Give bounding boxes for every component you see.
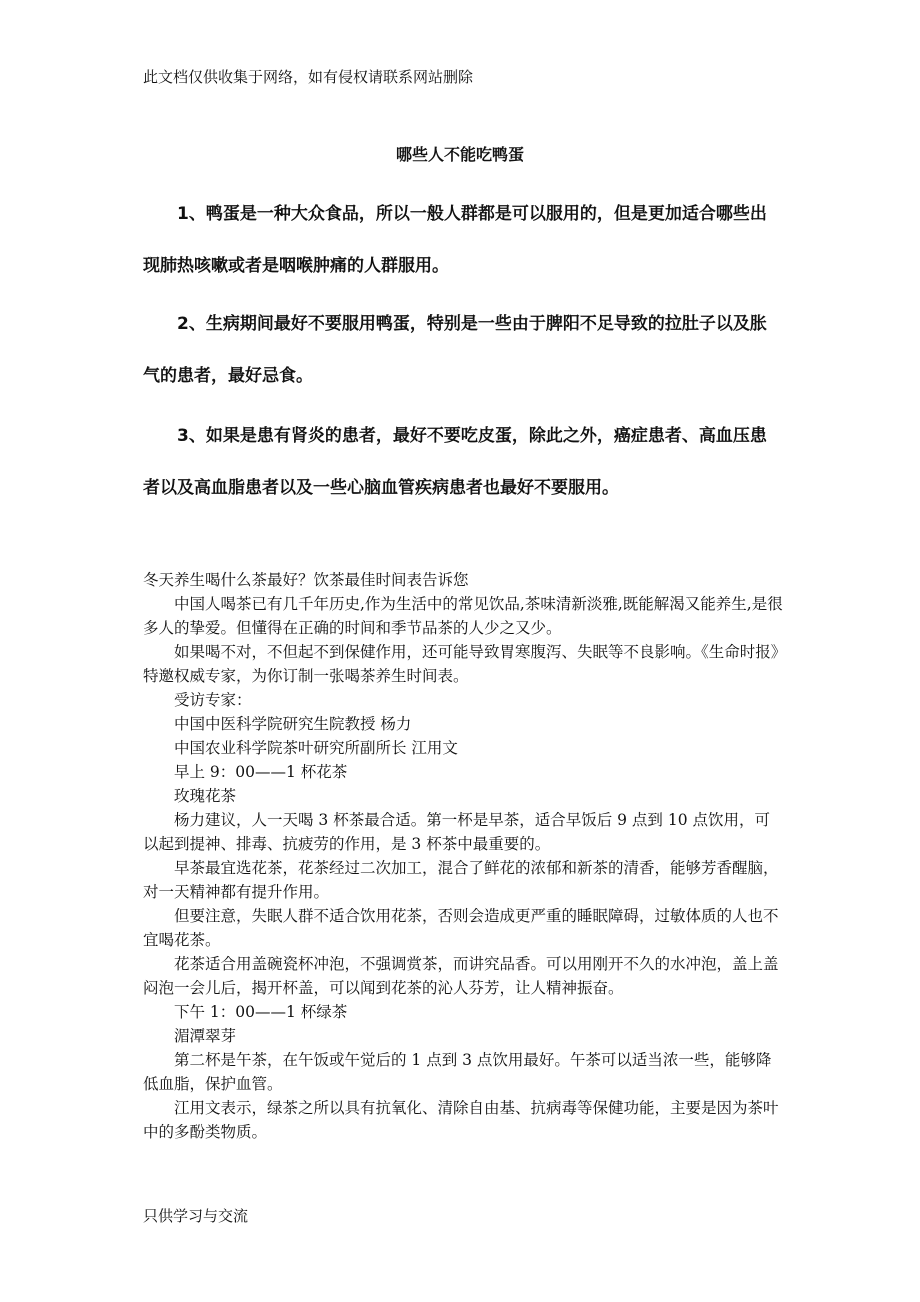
article-paragraph: 杨力建议，人一天喝 3 杯茶最合适。第一杯是早茶，适合早饭后 9 点到 10 点饮用，可以起到提神、排毒、抗疲劳的作用，是 3 杯茶中最重要的。 [143,811,771,853]
article-paragraph: 如果喝不对，不但起不到保健作用，还可能导致胃寒腹泻、失眠等不良影响。《生命时报》特邀权威专家，为你订制一张喝茶养生时间表。 [143,643,779,685]
point-3: 3、如果是患有肾炎的患者，最好不要吃皮蛋，除此之外，癌症患者、高血压患者以及高血脂患者以及一些心脑血管疾病患者也最好不要服用。 [143,426,767,498]
page-footer-note: 只供学习与交流 [143,1207,249,1225]
article-title: 冬天养生喝什么茶最好？饮茶最佳时间表告诉您 [143,571,469,589]
article-paragraph: 早茶最宜选花茶，花茶经过二次加工，混合了鲜花的浓郁和新茶的清香，能够芳香醒脑，对一天精神都有提升作用。 [143,859,779,901]
article-paragraph: 中国农业科学院茶叶研究所副所长 江用文 [174,739,458,757]
article-paragraph: 玫瑰花茶 [174,787,237,805]
article [143,568,783,1144]
article-paragraph: 第二杯是午茶，在午饭或午觉后的 1 点到 3 点饮用最好。午茶可以适当浓一些，能够降低血脂，保护血管。 [143,1051,772,1093]
article-paragraph: 花茶适合用盖碗瓷杯冲泡，不强调赏茶，而讲究品香。可以用刚开不久的水冲泡，盖上盖闷泡一会儿后，揭开杯盖，可以闻到花茶的沁人芬芳，让人精神振奋。 [143,955,779,997]
article-paragraph: 下午 1：00——1 杯绿茶 [174,1003,348,1021]
point-1: 1、鸭蛋是一种大众食品，所以一般人群都是可以服用的，但是更加适合哪些出现肺热咳嗽或者是咽喉肿痛的人群服用。 [143,204,767,276]
article-paragraph: 但要注意，失眠人群不适合饮用花茶，否则会造成更严重的睡眠障碍，过敏体质的人也不宜喝花茶。 [143,907,779,949]
point-2: 2、生病期间最好不要服用鸭蛋，特别是一些由于脾阳不足导致的拉肚子以及胀气的患者，最好忌食。 [143,314,767,386]
article-paragraph: 江用文表示，绿茶之所以具有抗氧化、清除自由基、抗病毒等保健功能，主要是因为茶叶中的多酚类物质。 [143,1099,779,1141]
page-header-note: 此文档仅供收集于网络，如有侵权请联系网站删除 [143,68,474,86]
document-title: 哪些人不能吃鸭蛋 [395,145,524,164]
article-paragraph: 湄潭翠芽 [174,1027,237,1045]
article-paragraph: 受访专家： [174,691,252,709]
article-paragraph: 中国人喝茶已有几千年历史,作为生活中的常见饮品,茶味清新淡雅,既能解渴又能养生,是很多人的挚爱。但懂得在正确的时间和季节品茶的人少之又少。 [143,595,783,637]
article-paragraph: 中国中医科学院研究生院教授 杨力 [174,715,412,733]
article-paragraph: 早上 9：00——1 杯花茶 [174,763,348,781]
